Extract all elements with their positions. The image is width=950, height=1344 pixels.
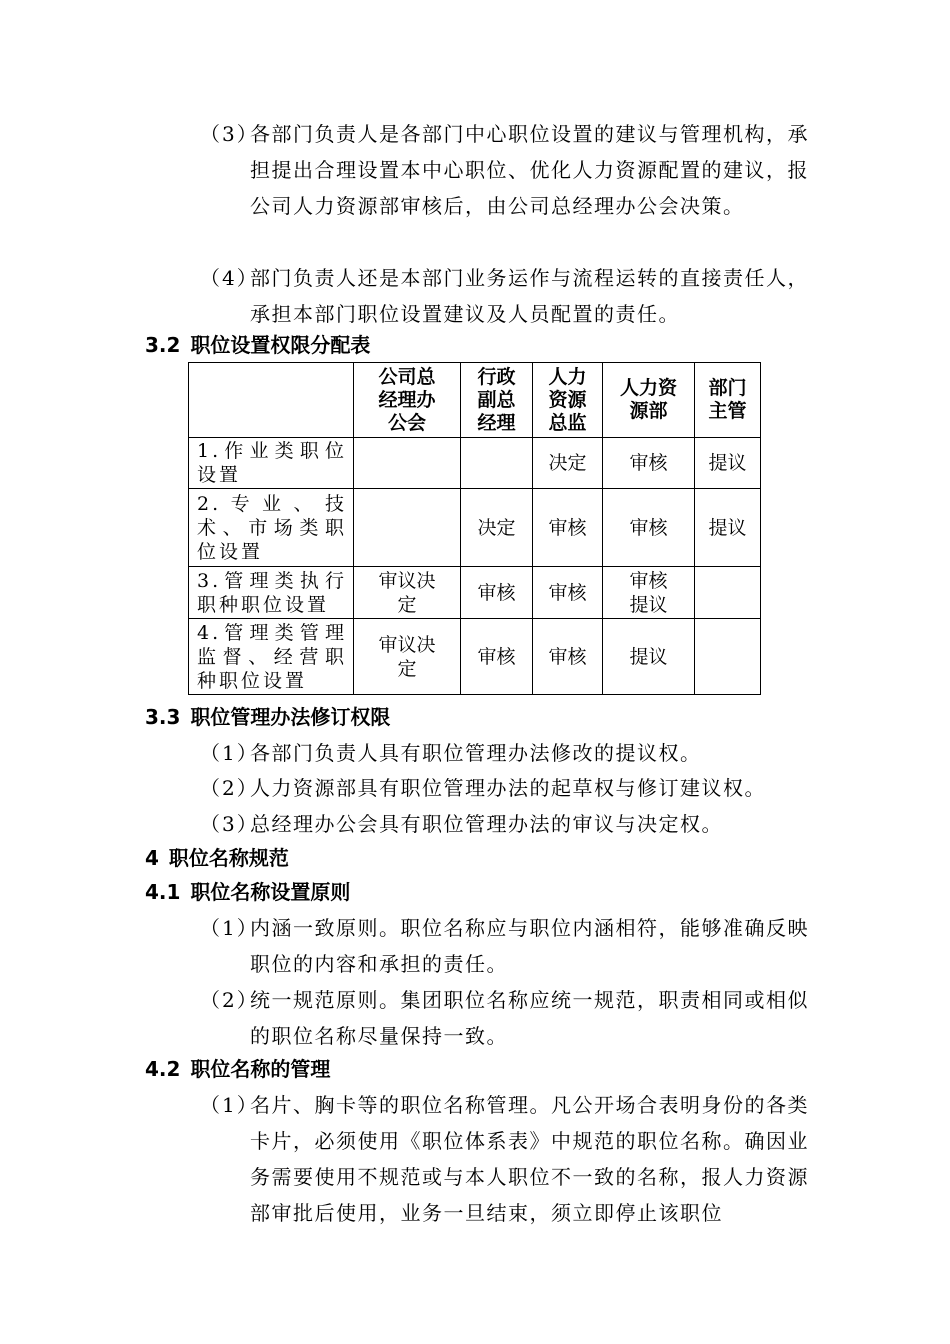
table-row	[189, 438, 761, 489]
table-cell: 审议决定	[354, 619, 461, 695]
item-text: 统一规范原则。集团职位名称应统一规范，职责相同或相似的职位名称尽量保持一致。	[250, 988, 809, 1048]
table-header-cell: 人力资源总监	[533, 363, 603, 438]
item-number: （3）	[200, 122, 259, 146]
table-cell: 审核	[461, 567, 533, 619]
table-cell: 提议	[695, 489, 761, 567]
table-cell: 审议决定	[354, 567, 461, 619]
item-number: （1）	[200, 741, 259, 765]
section-heading	[145, 328, 370, 362]
table-cell: 审核	[533, 567, 603, 619]
section-number: 4.2	[145, 1057, 181, 1081]
table-cell	[695, 619, 761, 695]
section-title: 职位管理办法修订权限	[190, 705, 391, 729]
section-title: 职位名称规范	[168, 846, 289, 870]
table-cell: 决定	[461, 489, 533, 567]
item-text: 各部门负责人具有职位管理办法修改的提议权。	[250, 741, 702, 765]
section-heading	[145, 841, 289, 875]
item-text: 内涵一致原则。职位名称应与职位内涵相符，能够准确反映职位的内容和承担的责任。	[250, 916, 809, 976]
table-cell: 提议	[695, 438, 761, 489]
table-row-label: 2.专业、技术、市场类职位设置	[189, 489, 354, 567]
item-number: （2）	[200, 776, 259, 800]
table-cell	[354, 438, 461, 489]
table-header-cell: 部门主管	[695, 363, 761, 438]
section-number: 3.2	[145, 333, 181, 357]
section-heading	[145, 700, 390, 734]
section-heading	[145, 875, 350, 909]
table-row-label: 4.管理类管理监督、经营职种职位设置	[189, 619, 354, 695]
item-text: 部门负责人还是本部门业务运作与流程运转的直接责任人，承担本部门职位设置建议及人员配置的责任。	[250, 266, 809, 326]
list-item	[200, 982, 810, 1054]
section-number: 4	[145, 846, 159, 870]
section-title: 职位名称设置原则	[190, 880, 351, 904]
table-header-cell	[189, 363, 354, 438]
table-cell: 审核	[603, 489, 695, 567]
item-number: （1）	[200, 916, 259, 940]
table-cell	[461, 438, 533, 489]
table-cell: 审核提议	[603, 567, 695, 619]
table-cell	[354, 489, 461, 567]
item-number: （4）	[200, 266, 259, 290]
section-number: 4.1	[145, 880, 181, 904]
item-number: （1）	[200, 1093, 259, 1117]
item-text: 各部门负责人是各部门中心职位设置的建议与管理机构，承担提出合理设置本中心职位、优化人力资源配置的建议，报公司人力资源部审核后，由公司总经理办公会决策。	[250, 122, 809, 218]
item-text: 名片、胸卡等的职位名称管理。凡公开场合表明身份的各类卡片，必须使用《职位体系表》中规范的职位名称。确因业务需要使用不规范或与本人职位不一致的名称，报人力资源部审批后使用，业务一旦结束，须立即停止该职位	[250, 1093, 809, 1225]
table-cell: 审核	[533, 489, 603, 567]
list-item	[200, 116, 810, 224]
table-cell: 审核	[461, 619, 533, 695]
item-number: （3）	[200, 812, 259, 836]
table-cell: 决定	[533, 438, 603, 489]
table-header-cell: 人力资源部	[603, 363, 695, 438]
table-cell: 审核	[603, 438, 695, 489]
table-row-label: 3.管理类执行职种职位设置	[189, 567, 354, 619]
list-item	[200, 806, 810, 842]
item-number: （2）	[200, 988, 259, 1012]
table-header-row	[189, 363, 761, 438]
table-row	[189, 489, 761, 567]
table-header-cell: 公司总经理办公会	[354, 363, 461, 438]
permission-table	[188, 362, 761, 695]
item-text: 总经理办公会具有职位管理办法的审议与决定权。	[250, 812, 723, 836]
item-text: 人力资源部具有职位管理办法的起草权与修订建议权。	[250, 776, 766, 800]
section-title: 职位设置权限分配表	[190, 333, 371, 357]
table-row-label: 1.作业类职位设置	[189, 438, 354, 489]
list-item	[200, 260, 810, 332]
table-cell	[695, 567, 761, 619]
table-header-cell: 行政副总经理	[461, 363, 533, 438]
table-cell: 审核	[533, 619, 603, 695]
table-row	[189, 619, 761, 695]
section-number: 3.3	[145, 705, 181, 729]
list-item	[200, 735, 810, 771]
table-cell: 提议	[603, 619, 695, 695]
section-heading	[145, 1052, 330, 1086]
section-title: 职位名称的管理	[190, 1057, 331, 1081]
list-item	[200, 1087, 810, 1231]
list-item	[200, 910, 810, 982]
list-item	[200, 770, 810, 806]
table-row	[189, 567, 761, 619]
